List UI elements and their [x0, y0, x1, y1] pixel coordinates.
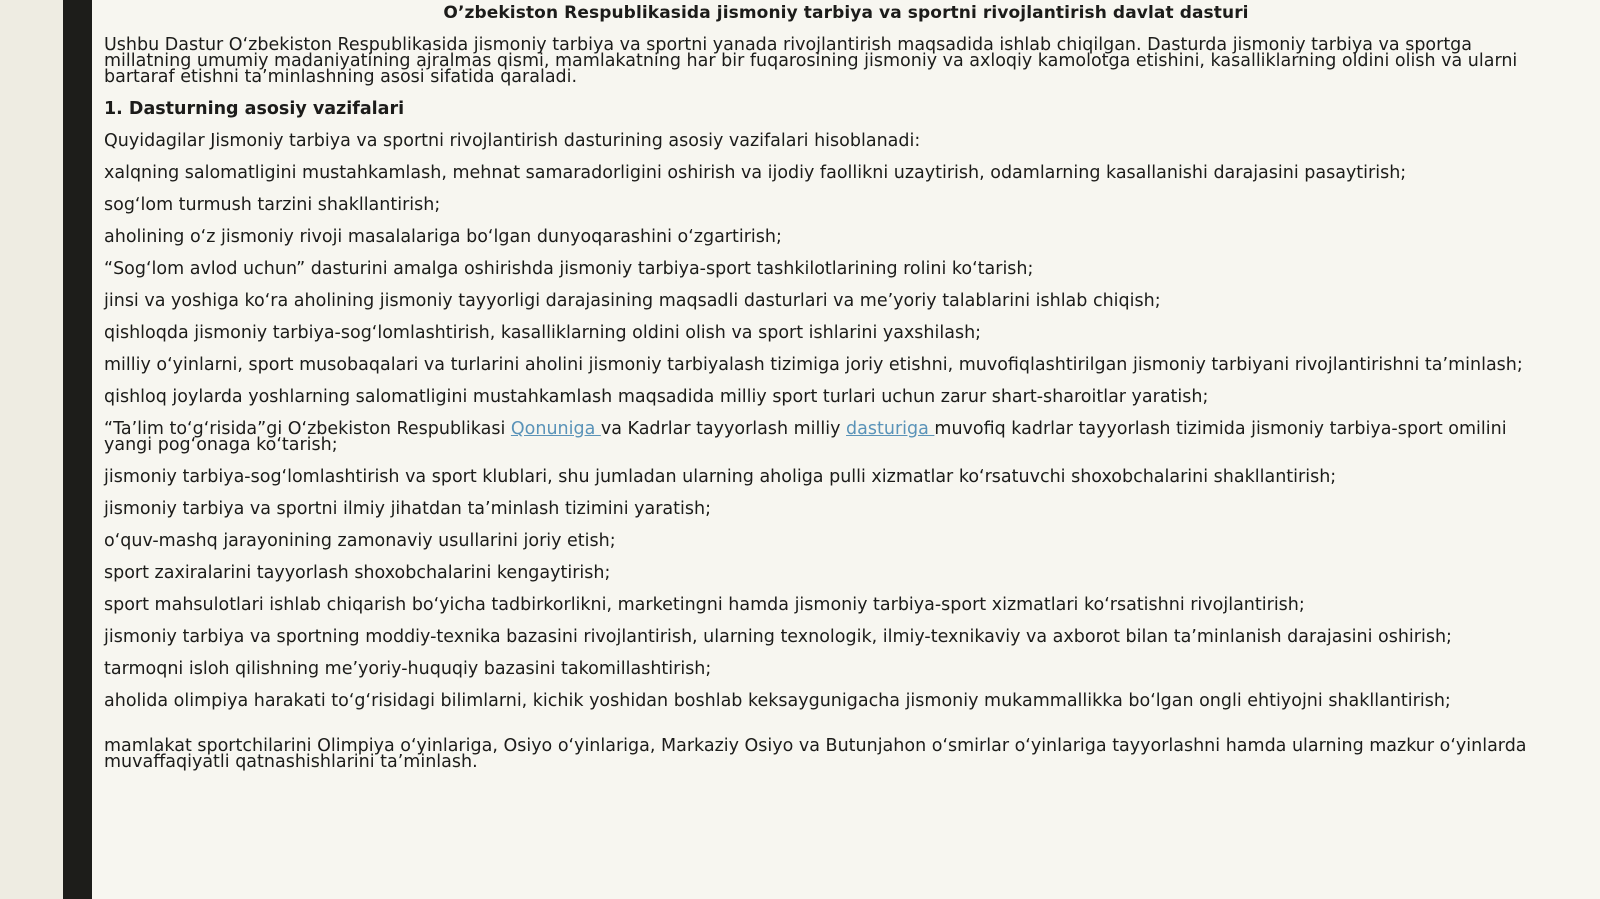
section-heading: 1. Dasturning asosiy vazifalari: [104, 99, 405, 119]
program-link[interactable]: dasturiga: [846, 419, 935, 439]
list-item: tarmoqni isloh qilishning me’yoriy-huquqiy bazasini takomillashtirish;: [104, 659, 712, 679]
list-item: jismoniy tarbiya va sportni ilmiy jihatdan ta’minlash tizimini yaratish;: [104, 499, 711, 519]
list-item: sport mahsulotlari ishlab chiqarish bo‘yicha tadbirkorlikni, marketingni hamda jismoniy tarbiya-sport xizmatlari ko‘rsatishni rivojlantirish;: [104, 595, 1305, 615]
law-link[interactable]: Qonuniga: [510, 419, 601, 439]
list-item: mamlakat sportchilarini Olimpiya o‘yinlariga, Osiyo o‘yinlariga, Markaziy Osiyo va Butunjahon o‘smirlar o‘yinlariga tayyorlashni hamda ularning mazkur o‘yinlarda muvaffaqiyatli qatnashishlarini ta’minlash.: [104, 736, 1527, 772]
list-item: xalqning salomatligini mustahkamlash, mehnat samaradorligini oshirish va ijodiy faollikni uzaytirish, odamlarning kasallanishi darajasini pasaytirish;: [104, 163, 1407, 183]
list-item: milliy o‘yinlarni, sport musobaqalari va turlarini aholini jismoniy tarbiyalash tizimiga joriy etishni, muvofiqlashtirilgan jismoniy tarbiyani rivojlantirishni ta’minlash;: [104, 355, 1523, 375]
law-item-text-1: “Ta’lim to‘g‘risida”gi O‘zbekiston Respublikasi: [104, 419, 511, 439]
document-title: O’zbekiston Respublikasida jismoniy tarbiya va sportni rivojlantirish davlat dasturi: [443, 3, 1249, 23]
list-item: jismoniy tarbiya-sog‘lomlashtirish va sport klublari, shu jumladan ularning aholiga pulli xizmatlar ko‘rsatuvchi shoxobchalarini shakllantirish;: [104, 467, 1337, 487]
list-item: “Sog‘lom avlod uchun” dasturini amalga oshirishda jismoniy tarbiya-sport tashkilotlarining rolini ko‘tarish;: [104, 259, 1034, 279]
list-item: qishloq joylarda yoshlarning salomatligini mustahkamlash maqsadida milliy sport turlari uchun zarur shart-sharoitlar yaratish;: [104, 387, 1209, 407]
list-item: aholida olimpiya harakati to‘g‘risidagi bilimlarni, kichik yoshidan boshlab keksaygunigacha jismoniy mukammallikka bo‘lgan ongli ehtiyojni shakllantirish;: [104, 691, 1451, 711]
slide-left-bar: [63, 0, 92, 899]
law-item-text-3: muvofiq kadrlar tayyorlash tizimida jismoniy tarbiya-sport omilini yangi pog‘onaga ko‘tarish;: [104, 419, 1507, 455]
list-item: jismoniy tarbiya va sportning moddiy-texnika bazasini rivojlantirish, ularning texnologik, ilmiy-texnikaviy va axborot bilan ta’minlanish darajasini oshirish;: [104, 627, 1452, 647]
list-item: jinsi va yoshiga ko‘ra aholining jismoniy tayyorligi darajasining maqsadli dasturlari va me’yoriy talablarini ishlab chiqish;: [104, 291, 1161, 311]
list-item: qishloqda jismoniy tarbiya-sog‘lomlashtirish, kasalliklarning oldini olish va sport ishlarini yaxshilash;: [104, 323, 982, 343]
list-item: sog‘lom turmush tarzini shakllantirish;: [104, 195, 441, 215]
list-item: aholining o‘z jismoniy rivoji masalalariga bo‘lgan dunyoqarashini o‘zgartirish;: [104, 227, 782, 247]
law-item-text-2: va Kadrlar tayyorlash milliy: [600, 419, 847, 439]
list-item: sport zaxiralarini tayyorlash shoxobchalarini kengaytirish;: [104, 563, 611, 583]
intro-paragraph: Ushbu Dastur O‘zbekiston Respublikasida jismoniy tarbiya va sportni yanada rivojlantirish maqsadida ishlab chiqilgan. Dasturda jismoniy tarbiya va sportga millatning umumiy madaniyatining ajralmas qismi, mamlakatning har bir fuqarosining jismoniy va axloqiy kamolotga etishini, kasalliklarning oldini olish va ularni bartaraf etishni ta’minlashning asosi sifatida qaraladi.: [104, 35, 1518, 87]
section-intro: Quyidagilar Jismoniy tarbiya va sportni rivojlantirish dasturining asosiy vazifalari hisoblanadi:: [104, 131, 921, 151]
law-list-item: [104, 421, 1554, 453]
list-item: o‘quv-mashq jarayonining zamonaviy usullarini joriy etish;: [104, 531, 616, 551]
